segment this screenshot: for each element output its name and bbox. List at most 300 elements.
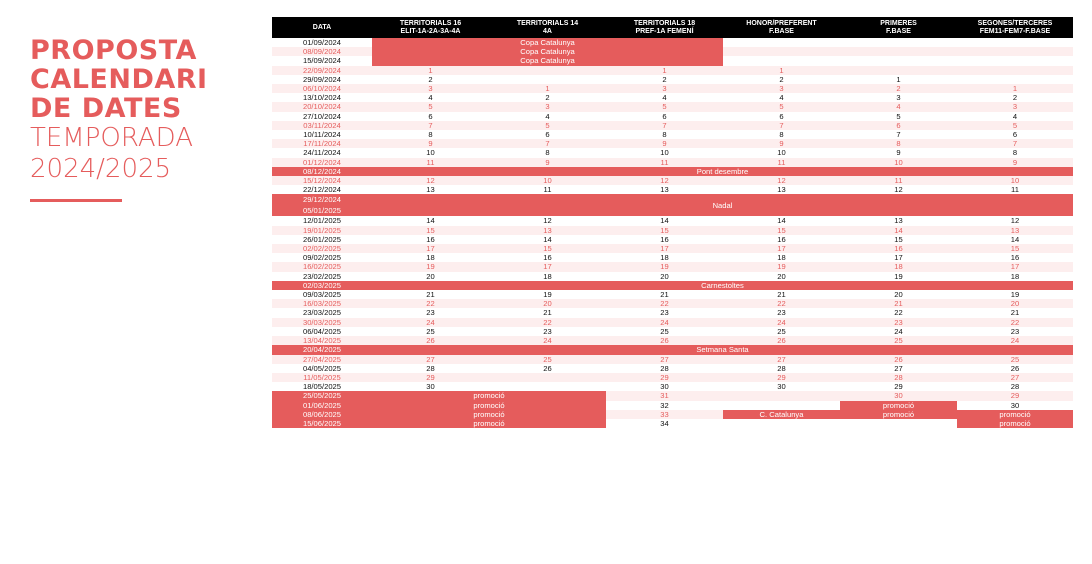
round-cell: 13 xyxy=(777,185,786,195)
date-cell: 30/03/2025 xyxy=(302,317,341,327)
round-cell xyxy=(957,47,1073,56)
round-cell: 24 xyxy=(543,336,552,346)
round-cell: 4 xyxy=(896,102,901,112)
table-row xyxy=(272,382,1073,391)
date-start: 29/12/2024 xyxy=(302,195,341,205)
round-cell xyxy=(840,47,957,56)
date-cell: 20/10/2024 xyxy=(302,102,341,112)
round-cell: 7 xyxy=(428,120,433,130)
round-cell: 26 xyxy=(777,336,786,346)
round-cell: 25 xyxy=(543,354,552,364)
round-cell: 18 xyxy=(1010,271,1020,281)
round-cell: 11 xyxy=(426,157,435,167)
round-cell: 20 xyxy=(894,290,903,300)
round-cell: 6 xyxy=(779,111,784,121)
date-cell xyxy=(272,194,372,216)
highlight-cell: promoció xyxy=(372,391,606,400)
round-cell: 4 xyxy=(1012,111,1018,121)
table-row xyxy=(272,158,1073,167)
round-cell: 14 xyxy=(894,225,903,235)
date-cell: 08/09/2024 xyxy=(302,47,341,57)
date-cell: 06/10/2024 xyxy=(302,84,341,94)
table-row xyxy=(272,345,1073,354)
title-underline xyxy=(30,199,122,202)
round-cell: 8 xyxy=(896,139,901,149)
round-cell: 25 xyxy=(894,336,903,346)
date-cell: 23/02/2025 xyxy=(302,271,341,281)
round-cell: 10 xyxy=(894,157,903,167)
round-cell: 25 xyxy=(660,326,669,336)
round-cell: 12 xyxy=(426,176,435,186)
round-cell: 15 xyxy=(543,244,552,254)
highlight-cell: promoció xyxy=(840,410,957,419)
round-cell: 28 xyxy=(1010,382,1020,392)
title-line-2: CALENDARI xyxy=(30,64,208,95)
round-cell: 1 xyxy=(662,65,667,75)
round-cell: 14 xyxy=(777,216,786,226)
round-cell: 19 xyxy=(426,262,435,272)
round-cell: 30 xyxy=(426,382,435,392)
round-cell: 4 xyxy=(545,111,550,121)
date-cell: 16/03/2025 xyxy=(302,299,341,309)
table-row xyxy=(272,318,1073,327)
header-row xyxy=(272,17,1073,38)
column-header-line-2: FEM11-FEM7-F.BASE xyxy=(979,27,1051,35)
table-row xyxy=(272,336,1073,345)
round-cell: 21 xyxy=(543,308,552,318)
date-cell: 04/05/2025 xyxy=(302,363,341,373)
date-cell: 23/03/2025 xyxy=(302,308,341,318)
round-cell: 5 xyxy=(896,111,901,121)
date-cell: 08/12/2024 xyxy=(272,167,372,176)
round-cell: 30 xyxy=(660,382,669,392)
table-row xyxy=(272,185,1073,194)
round-cell: 2 xyxy=(779,74,784,84)
highlight-cell: promoció xyxy=(957,410,1073,419)
round-cell: 28 xyxy=(426,363,435,373)
round-cell: 9 xyxy=(428,139,433,149)
round-cell xyxy=(957,66,1073,75)
round-cell xyxy=(723,401,840,410)
date-cell: 02/03/2025 xyxy=(272,281,372,290)
round-cell: 3 xyxy=(896,93,901,103)
date-cell: 25/05/2025 xyxy=(272,391,372,400)
title-line-1: PROPOSTA xyxy=(30,35,197,66)
round-cell: 9 xyxy=(545,157,550,167)
table-row xyxy=(272,176,1073,185)
round-cell: 26 xyxy=(426,336,435,346)
column-header-line-1: TERRITORIALS 16 xyxy=(399,19,462,27)
round-cell xyxy=(723,56,840,65)
round-cell: 3 xyxy=(1012,102,1018,112)
round-cell xyxy=(489,66,606,75)
date-cell: 22/12/2024 xyxy=(302,185,341,195)
round-cell: 20 xyxy=(426,271,435,281)
round-cell: 25 xyxy=(426,326,435,336)
date-cell: 27/04/2025 xyxy=(302,354,341,364)
round-cell: 27 xyxy=(777,354,786,364)
round-cell xyxy=(489,75,606,84)
round-cell: 20 xyxy=(660,271,669,281)
round-cell: 23 xyxy=(660,308,669,318)
date-cell: 29/09/2024 xyxy=(302,74,341,84)
table-row xyxy=(272,308,1073,317)
round-cell: 6 xyxy=(428,111,433,121)
round-cell: 24 xyxy=(777,317,786,327)
round-cell: 12 xyxy=(543,216,552,226)
round-cell xyxy=(957,56,1073,65)
round-cell: 27 xyxy=(1010,372,1020,382)
round-cell: 22 xyxy=(1010,317,1020,327)
column-header-line-1: DATA xyxy=(312,23,332,31)
round-cell: 21 xyxy=(426,290,435,300)
round-cell: 16 xyxy=(894,244,903,254)
round-cell: 17 xyxy=(660,244,669,254)
round-cell xyxy=(957,75,1073,84)
table-row xyxy=(272,148,1073,157)
round-cell: 22 xyxy=(777,299,786,309)
round-cell: 15 xyxy=(1010,244,1020,254)
table-row xyxy=(272,355,1073,364)
round-cell: 34 xyxy=(660,418,669,428)
round-cell: 15 xyxy=(660,225,669,235)
round-cell xyxy=(723,391,840,400)
round-cell: 2 xyxy=(428,74,433,84)
round-cell: 23 xyxy=(894,317,903,327)
highlight-cell: C. Catalunya xyxy=(723,410,840,419)
round-cell: 22 xyxy=(660,299,669,309)
table-row xyxy=(272,112,1073,121)
round-cell: 29 xyxy=(426,372,435,382)
round-cell: 8 xyxy=(779,130,784,140)
table-row xyxy=(272,272,1073,281)
round-cell: 18 xyxy=(660,253,669,263)
date-cell: 03/11/2024 xyxy=(303,120,341,130)
round-cell: 17 xyxy=(894,253,903,263)
column-header xyxy=(957,17,1073,38)
column-header-line-1: HONOR/PREFERENT xyxy=(746,19,817,27)
table-row xyxy=(272,194,1073,216)
table-body xyxy=(272,38,1073,428)
table-row xyxy=(272,102,1073,111)
table-row xyxy=(272,419,1073,428)
date-cell: 15/09/2024 xyxy=(302,56,341,66)
round-cell: 18 xyxy=(426,253,435,263)
holiday-cell: Carnestoltes xyxy=(372,281,1073,290)
round-cell xyxy=(840,66,957,75)
table-row xyxy=(272,84,1073,93)
round-cell: 16 xyxy=(543,253,552,263)
round-cell: 17 xyxy=(777,244,786,254)
table-row xyxy=(272,75,1073,84)
round-cell: 13 xyxy=(1010,225,1020,235)
table-row xyxy=(272,66,1073,75)
holiday-cell: Setmana Santa xyxy=(372,345,1073,354)
date-cell: 09/02/2025 xyxy=(302,253,341,263)
round-cell: 21 xyxy=(660,290,669,300)
round-cell: 18 xyxy=(894,262,903,272)
table-row xyxy=(272,391,1073,400)
round-cell: 22 xyxy=(426,299,435,309)
round-cell: 24 xyxy=(1010,336,1020,346)
round-cell: 3 xyxy=(662,84,667,94)
column-header xyxy=(489,17,606,38)
round-cell: 28 xyxy=(894,372,903,382)
round-cell: 14 xyxy=(660,216,669,226)
round-cell: 30 xyxy=(894,391,903,401)
round-cell: 9 xyxy=(896,148,901,158)
round-cell: 2 xyxy=(896,84,901,94)
highlight-cell: promoció xyxy=(957,419,1073,428)
round-cell xyxy=(840,56,957,65)
round-cell xyxy=(723,47,840,56)
round-cell: 11 xyxy=(1011,185,1019,195)
column-header-line-1: PRIMERES xyxy=(880,19,917,27)
round-cell: 15 xyxy=(894,234,903,244)
round-cell: 24 xyxy=(894,326,903,336)
round-cell: 11 xyxy=(543,185,552,195)
date-end: 05/01/2025 xyxy=(302,206,341,216)
round-cell: 4 xyxy=(662,93,667,103)
round-cell: 7 xyxy=(896,130,901,140)
round-cell: 13 xyxy=(660,185,669,195)
round-cell: 12 xyxy=(1010,216,1020,226)
column-header xyxy=(723,17,840,38)
date-cell: 27/10/2024 xyxy=(302,111,341,121)
round-cell: 19 xyxy=(894,271,903,281)
date-cell: 17/11/2024 xyxy=(303,139,341,149)
round-cell: 19 xyxy=(777,262,786,272)
round-cell: 6 xyxy=(896,120,901,130)
round-cell: 3 xyxy=(428,84,433,94)
column-header xyxy=(372,17,489,38)
table-row xyxy=(272,299,1073,308)
round-cell xyxy=(723,38,840,47)
date-cell: 22/09/2024 xyxy=(302,65,341,75)
column-header-line-2: ELIT-1A-2A-3A-4A xyxy=(400,27,461,35)
date-cell: 08/06/2025 xyxy=(272,410,372,419)
round-cell: 13 xyxy=(894,216,903,226)
season-years: 2024/2025 xyxy=(30,154,172,184)
round-cell: 30 xyxy=(1010,400,1020,410)
round-cell: 8 xyxy=(545,148,550,158)
date-cell: 12/01/2025 xyxy=(302,216,341,226)
round-cell: 23 xyxy=(777,308,786,318)
round-cell: 2 xyxy=(1012,93,1018,103)
round-cell: 14 xyxy=(543,234,552,244)
round-cell: 18 xyxy=(543,271,552,281)
round-cell: 7 xyxy=(779,120,784,130)
column-header-line-1: TERRITORIALS 18 xyxy=(633,19,696,27)
round-cell: 4 xyxy=(428,93,433,103)
table-row xyxy=(272,56,1073,65)
round-cell: 18 xyxy=(777,253,786,263)
date-cell: 15/06/2025 xyxy=(272,419,372,428)
table-row xyxy=(272,38,1073,47)
round-cell: 4 xyxy=(779,93,784,103)
round-cell: 17 xyxy=(543,262,552,272)
date-cell: 13/04/2025 xyxy=(302,336,341,346)
round-cell: 5 xyxy=(779,102,784,112)
date-cell: 18/05/2025 xyxy=(302,382,341,392)
round-cell: 21 xyxy=(1010,308,1020,318)
round-cell: 19 xyxy=(1010,290,1020,300)
round-cell: 7 xyxy=(1012,139,1018,149)
round-cell: 17 xyxy=(1010,262,1020,272)
round-cell xyxy=(957,38,1073,47)
table-row xyxy=(272,167,1073,176)
round-cell: 6 xyxy=(662,111,667,121)
title-block xyxy=(30,36,260,202)
round-cell: 21 xyxy=(894,299,903,309)
round-cell: 19 xyxy=(660,262,669,272)
date-cell: 15/12/2024 xyxy=(302,176,341,186)
round-cell: 11 xyxy=(894,176,903,186)
round-cell: 1 xyxy=(1012,84,1018,94)
date-cell: 02/02/2025 xyxy=(302,244,341,254)
round-cell: 10 xyxy=(777,148,786,158)
holiday-cell: Nadal xyxy=(372,194,1073,216)
highlight-cell: promoció xyxy=(372,410,606,419)
round-cell xyxy=(489,373,606,382)
round-cell: 11 xyxy=(660,157,669,167)
round-cell: 20 xyxy=(777,271,786,281)
round-cell: 2 xyxy=(545,93,550,103)
round-cell: 26 xyxy=(660,336,669,346)
round-cell: 29 xyxy=(777,372,786,382)
round-cell: 20 xyxy=(543,299,552,309)
round-cell: 29 xyxy=(894,382,903,392)
round-cell: 1 xyxy=(545,84,550,94)
round-cell: 28 xyxy=(660,363,669,373)
date-cell: 06/04/2025 xyxy=(302,326,341,336)
round-cell: 12 xyxy=(894,185,903,195)
calendar-table xyxy=(272,17,1073,428)
table-row xyxy=(272,262,1073,271)
table-row xyxy=(272,130,1073,139)
round-cell: 20 xyxy=(1010,299,1020,309)
date-cell: 01/12/2024 xyxy=(302,157,341,167)
round-cell: 3 xyxy=(779,84,784,94)
round-cell: 31 xyxy=(660,391,669,401)
column-header-line-1: SEGONES/TERCERES xyxy=(977,19,1053,27)
column-header xyxy=(606,17,723,38)
column-header xyxy=(272,17,372,38)
column-header-line-2: PREF-1A FEMENÍ xyxy=(635,27,694,35)
round-cell: 13 xyxy=(426,185,435,195)
table-row xyxy=(272,244,1073,253)
table-row xyxy=(272,401,1073,410)
round-cell: 30 xyxy=(777,382,786,392)
round-cell: 2 xyxy=(662,74,667,84)
round-cell: 33 xyxy=(660,409,669,419)
round-cell: 3 xyxy=(545,102,550,112)
round-cell: 10 xyxy=(1010,176,1020,186)
round-cell: 7 xyxy=(662,120,667,130)
table-row xyxy=(272,253,1073,262)
round-cell: 25 xyxy=(777,326,786,336)
round-cell: 11 xyxy=(777,157,786,167)
round-cell: 22 xyxy=(894,308,903,318)
table-row xyxy=(272,121,1073,130)
round-cell: 29 xyxy=(1010,391,1020,401)
round-cell: 6 xyxy=(1012,130,1018,140)
round-cell: 19 xyxy=(543,290,552,300)
table-header xyxy=(272,17,1073,38)
round-cell: 27 xyxy=(894,363,903,373)
round-cell: 8 xyxy=(1012,148,1018,158)
table-row xyxy=(272,410,1073,419)
round-cell: 16 xyxy=(426,234,435,244)
round-cell: 9 xyxy=(1012,157,1018,167)
round-cell: 5 xyxy=(1012,120,1018,130)
round-cell: 27 xyxy=(660,354,669,364)
round-cell: 24 xyxy=(660,317,669,327)
round-cell: 25 xyxy=(1010,354,1020,364)
title-line-3: DE DATES xyxy=(30,93,182,124)
round-cell: 7 xyxy=(545,139,550,149)
round-cell: 14 xyxy=(1010,234,1020,244)
round-cell: 10 xyxy=(426,148,435,158)
table-row xyxy=(272,281,1073,290)
season-label: TEMPORADA xyxy=(30,123,194,153)
date-cell: 01/09/2024 xyxy=(302,38,341,47)
column-header xyxy=(840,17,957,38)
column-header-line-2: F.BASE xyxy=(886,27,911,35)
date-cell: 19/01/2025 xyxy=(302,225,341,235)
round-cell: 12 xyxy=(660,176,669,186)
date-cell: 10/11/2024 xyxy=(303,130,341,140)
highlight-cell: Copa Catalunya xyxy=(372,38,723,47)
date-cell: 01/06/2025 xyxy=(272,401,372,410)
table-row xyxy=(272,364,1073,373)
date-cell: 24/11/2024 xyxy=(303,148,341,158)
round-cell: 29 xyxy=(660,372,669,382)
round-cell: 10 xyxy=(543,176,552,186)
table-row xyxy=(272,290,1073,299)
round-cell xyxy=(840,38,957,47)
round-cell: 5 xyxy=(428,102,433,112)
round-cell: 28 xyxy=(777,363,786,373)
round-cell: 13 xyxy=(543,225,552,235)
round-cell: 16 xyxy=(1010,253,1020,263)
date-cell: 11/05/2025 xyxy=(303,372,341,382)
date-cell: 13/10/2024 xyxy=(302,93,341,103)
round-cell: 1 xyxy=(428,65,433,75)
date-cell: 20/04/2025 xyxy=(272,345,372,354)
round-cell: 26 xyxy=(543,363,552,373)
highlight-cell: promoció xyxy=(372,419,606,428)
round-cell: 23 xyxy=(426,308,435,318)
round-cell: 8 xyxy=(662,130,667,140)
round-cell xyxy=(723,419,840,428)
round-cell: 15 xyxy=(777,225,786,235)
table-row xyxy=(272,216,1073,225)
round-cell: 32 xyxy=(660,400,669,410)
round-cell: 22 xyxy=(543,317,552,327)
table-row xyxy=(272,235,1073,244)
round-cell: 17 xyxy=(426,244,435,254)
round-cell: 1 xyxy=(896,74,901,84)
round-cell: 9 xyxy=(662,139,667,149)
highlight-cell: promoció xyxy=(372,401,606,410)
holiday-cell: Pont desembre xyxy=(372,167,1073,176)
round-cell: 16 xyxy=(777,234,786,244)
date-cell: 16/02/2025 xyxy=(302,262,341,272)
round-cell: 14 xyxy=(426,216,435,226)
round-cell: 21 xyxy=(777,290,786,300)
round-cell: 5 xyxy=(545,120,550,130)
